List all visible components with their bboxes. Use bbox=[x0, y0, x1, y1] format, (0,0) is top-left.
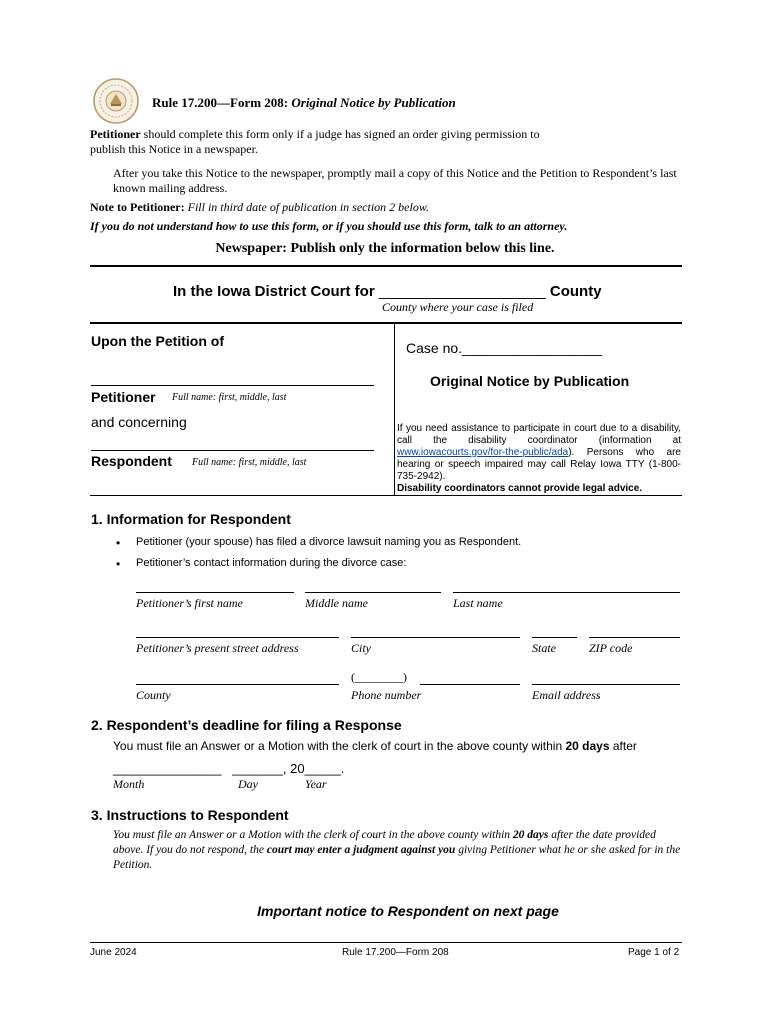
petitioner-hint: Full name: first, middle, last bbox=[172, 392, 287, 403]
footer-page: Page 1 of 2 bbox=[628, 947, 680, 958]
state-caption: State bbox=[532, 641, 556, 655]
city-line[interactable] bbox=[351, 637, 520, 638]
ada-bold-notice: Disability coordinators cannot provide legal advice. bbox=[397, 483, 643, 494]
bullet-2: Petitioner’s contact information during the divorce case: bbox=[136, 557, 407, 569]
first-name-line[interactable] bbox=[136, 592, 294, 593]
zip-caption: ZIP code bbox=[589, 641, 633, 655]
section-2-heading: 2. Respondent’s deadline for filing a Response bbox=[91, 717, 402, 733]
bullet-dot: • bbox=[116, 536, 121, 550]
day-caption: Day bbox=[238, 777, 258, 791]
email-line[interactable] bbox=[532, 684, 680, 685]
divider bbox=[90, 322, 682, 324]
footer-date: June 2024 bbox=[90, 947, 137, 958]
respondent-label: Respondent bbox=[91, 453, 172, 469]
last-name-caption: Last name bbox=[453, 596, 503, 610]
phone-area-code[interactable]: (________) bbox=[351, 670, 407, 684]
state-line[interactable] bbox=[532, 637, 577, 638]
petitioner-label: Petitioner bbox=[91, 389, 156, 405]
deadline-text: You must file an Answer or a Motion with the clerk of court in the above county within 20 days after bbox=[113, 739, 637, 753]
vertical-divider bbox=[394, 323, 395, 495]
attorney-warning: If you do not understand how to use this form, or if you should use this form, talk to an attorney. bbox=[90, 219, 568, 233]
court-line: In the Iowa District Court for ____________________ County bbox=[173, 283, 602, 300]
street-caption: Petitioner’s present street address bbox=[136, 641, 299, 655]
middle-name-caption: Middle name bbox=[305, 596, 368, 610]
instructions-text: You must file an Answer or a Motion with the clerk of court in the above county within 20 days after the date provided above. If you do not respond, the court may enter a judgment against you giving Petitioner what he or she asked for in the Petition. bbox=[113, 829, 681, 871]
newspaper-instruction: Newspaper: Publish only the information below this line. bbox=[215, 241, 555, 256]
middle-name-line[interactable] bbox=[305, 592, 441, 593]
last-name-line[interactable] bbox=[453, 592, 680, 593]
rule-number: Rule 17.200—Form 208: bbox=[152, 95, 289, 110]
phone-caption: Phone number bbox=[351, 688, 422, 702]
phone-line[interactable] bbox=[420, 684, 520, 685]
county-caption-field: County bbox=[136, 688, 171, 702]
upon-petition: Upon the Petition of bbox=[91, 333, 224, 349]
bullet-dot: • bbox=[116, 557, 121, 571]
bullet-1: Petitioner (your spouse) has filed a divorce lawsuit naming you as Respondent. bbox=[136, 536, 522, 548]
month-caption: Month bbox=[113, 777, 145, 791]
county-caption: County where your case is filed bbox=[382, 300, 534, 314]
divider bbox=[90, 495, 682, 496]
form-header-title: Original Notice by Publication bbox=[291, 95, 456, 110]
petitioner-name-line[interactable] bbox=[91, 385, 374, 386]
intro-paragraph-1: Petitioner should complete this form only if a judge has signed an order giving permission to publish this Notice in a newspaper. bbox=[90, 127, 540, 156]
section-1-heading: 1. Information for Respondent bbox=[91, 511, 291, 527]
county-line[interactable] bbox=[136, 684, 339, 685]
street-line[interactable] bbox=[136, 637, 339, 638]
first-name-caption: Petitioner’s first name bbox=[136, 596, 243, 610]
divider bbox=[90, 265, 682, 267]
petitioner-bold: Petitioner bbox=[90, 127, 141, 141]
intro-paragraph-2: After you take this Notice to the newspaper, promptly mail a copy of this Notice and the Petition to Respondent’s last known mailing address. bbox=[113, 166, 677, 195]
iowa-judicial-seal-icon bbox=[93, 78, 139, 124]
city-caption: City bbox=[351, 641, 371, 655]
case-number[interactable]: Case no.__________________ bbox=[406, 340, 603, 356]
footer-divider bbox=[90, 942, 682, 943]
section-3-heading: 3. Instructions to Respondent bbox=[91, 807, 289, 823]
next-page-notice: Important notice to Respondent on next page bbox=[257, 903, 559, 919]
form-title: Original Notice by Publication bbox=[430, 373, 630, 389]
year-caption: Year bbox=[305, 777, 327, 791]
ada-notice: If you need assistance to participate in court due to a disability, call the disability coordinator (information at www.iowacourts.gov/for-the-public/ada). Persons who are hearing or speech impaired may call Relay Iowa TTY (1-800-735-2942). Disability coordinators cannot provide legal advice. bbox=[397, 423, 681, 494]
and-concerning: and concerning bbox=[91, 414, 187, 430]
ada-link[interactable]: www.iowacourts.gov/for-the-public/ada bbox=[397, 447, 569, 458]
county-blank[interactable]: ____________________ bbox=[378, 283, 546, 300]
respondent-hint: Full name: first, middle, last bbox=[192, 457, 307, 468]
email-caption: Email address bbox=[532, 688, 601, 702]
footer-form: Rule 17.200—Form 208 bbox=[342, 947, 449, 958]
deadline-date-line[interactable]: _______________ _______, 20_____. bbox=[113, 761, 345, 776]
note-to-petitioner: Note to Petitioner: Fill in third date of publication in section 2 below. bbox=[90, 200, 429, 214]
form-header bbox=[152, 95, 456, 111]
zip-line[interactable] bbox=[589, 637, 680, 638]
respondent-name-line[interactable] bbox=[91, 450, 374, 451]
